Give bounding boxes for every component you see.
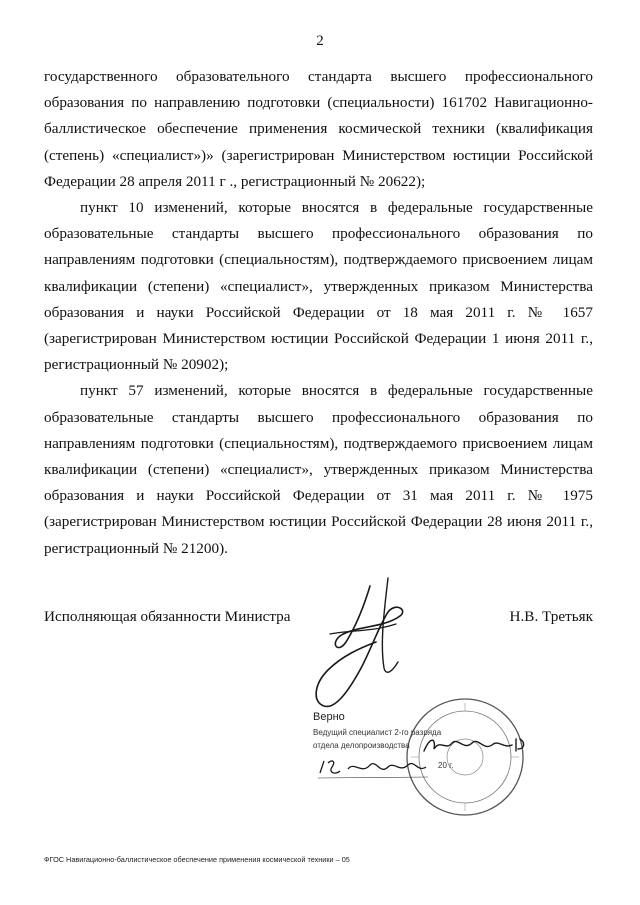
stamp-verno-label: Верно [313,711,345,723]
certification-stamp [300,695,535,845]
stamp-role: Ведущий специалист 2-го разряда [313,728,442,737]
handwritten-date [318,755,493,781]
footer-reference: ФГОС Навигационно-баллистическое обеспечение применения космической техники – 05 [44,855,350,864]
page-number: 2 [316,33,324,49]
paragraph-continuation: государственного образовательного стандарта высшего профессионального образования по направлению подготовки (специальности) 161702 Навигационно-баллистическое обеспечение применения космической техники (квалификация (степень) «специалист»)» (зарегистрирован Министерством юстиции Российской Федерации 28 апреля 2011 г ., регистрационный № 20622); [44,68,593,190]
paragraph-item-57: пункт 57 изменений, которые вносятся в федеральные государственные образовательные стандарты высшего профессионального образования по направлениям подготовки (специальностям), подтверждаемого присвоением лицам квалификации (степени) «специалист», утвержденных приказом Министерства образования и науки Российской Федерации от 31 мая 2011 г. № 1975 (зарегистрирован Министерством юстиции Российской Федерации 28 июня 2011 г., регистрационный № 21200). [44,382,593,557]
stamp-year: 20 г. [438,761,454,770]
document-body [44,64,593,562]
signatory-name: Н.В. Третьяк [509,608,593,625]
stamp-department: отдела делопроизводства [313,741,410,750]
handwritten-surname [420,733,530,757]
paragraph-item-10: пункт 10 изменений, которые вносятся в федеральные государственные образовательные стандарты высшего профессионального образования по направлениям подготовки (специальностям), подтверждаемого присвоением лицам квалификации (степени) «специалист», утвержденных приказом Министерства образования и науки Российской Федерации от 18 мая 2011 г. № 1657 (зарегистрирован Министерством юстиции Российской Федерации 1 июня 2011 г., регистрационный № 20902); [44,199,593,374]
signatory-title: Исполняющая обязанности Министра [44,608,291,625]
